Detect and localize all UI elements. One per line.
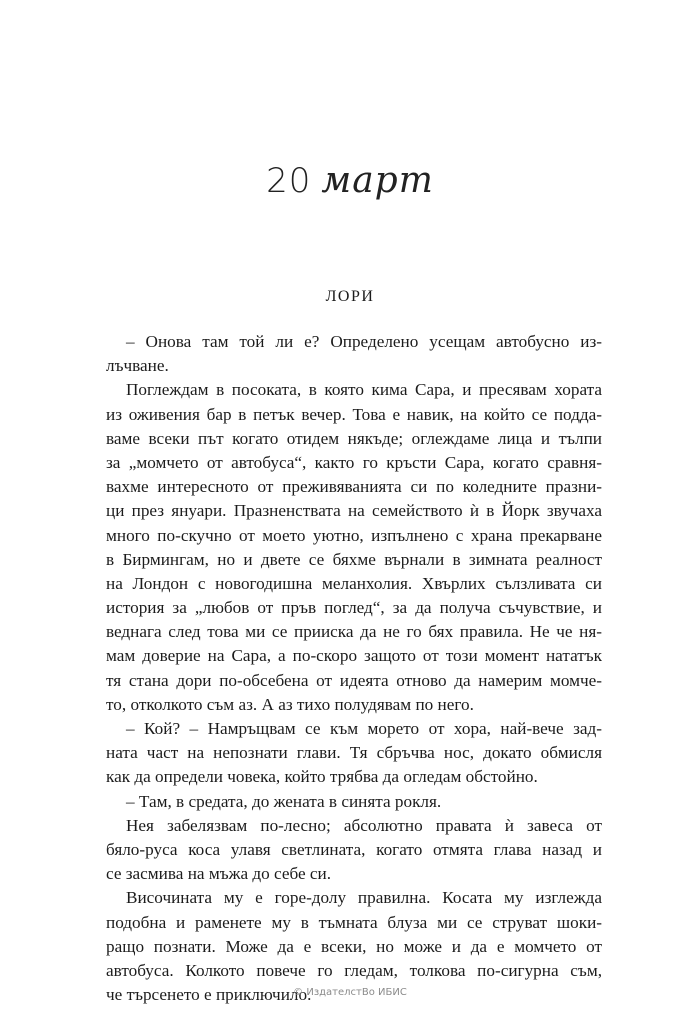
text-line: веднага след това ми се прииска да не го бях правила. Не че ня- [106,622,602,642]
text-line: – Онова там той ли е? Определено усещам автобусно из- [126,332,602,351]
text-line: ци през януари. Празненствата на семейството ѝ в Йорк звучаха [106,501,602,521]
text-line: на Лондон с новогодишна меланхолия. Хвърлих сълзливата си [106,573,602,593]
text-line: бяло-руса коса улавя светлината, когато отмята глава назад и [106,839,602,859]
publisher-footer: © ИздателстВо ИБИС [293,987,407,998]
narrator-heading: ЛОРИ [325,288,375,305]
text-line: ваме всеки път когато отидем някъде; оглеждаме лица и тълпи [106,428,602,448]
text-line: то, отколкото съм аз. А аз тихо полудявам по него. [106,694,474,714]
text-line: тя стана дори по-обсебена от идеята отново да намерим момче- [106,670,602,690]
chapter-date-number: 20 [266,161,312,201]
text-line: вахме интересното от преживяванията си по коледните празни- [106,477,602,497]
text-line: автобуса. Колкото повече го гледам, толкова по-сигурна съм, [106,960,602,980]
text-line: – Там, в средата, до жената в синята рокля. [126,791,442,811]
body-text [106,330,602,1007]
text-line: за „момчето от автобуса“, както го кръсти Сара, когато сравня- [106,452,602,472]
text-line: как да определи човека, който трябва да огледам обстойно. [106,767,538,787]
text-line: лъчване. [106,356,169,376]
text-line: Нея забелязвам по-лесно; абсолютно правата ѝ завеса от [126,815,602,835]
text-line: се засмива на мъжа до себе си. [106,864,332,884]
text-line: мам доверие на Сара, а по-скоро защото от този момент нататък [106,646,602,666]
chapter-date-month: март [321,160,434,201]
text-line: много по-скучно от моето уютно, изпълнено с храна прекарване [106,525,602,545]
text-line: Височината му е горе-долу правилна. Косата му изглежда [126,888,602,908]
text-line: – Кой? – Намръщвам се към морето от хора, най-вече зад- [126,719,602,738]
text-line: история за „любов от пръв поглед“, за да получа съчувствие, и [106,598,602,618]
text-line: в Бирмингам, но и двете се бяхме върнали в зимната реалност [106,549,602,569]
text-line: из оживения бар в петък вечер. Това е навик, на който се подда- [106,404,602,424]
text-line: Поглеждам в посоката, в която кима Сара, и пресявам хората [126,380,602,400]
text-line: че търсенето е приключило. [106,985,312,1005]
text-line: ращо познати. Може да е всеки, но може и да е момчето от [106,936,602,956]
text-line: ната част на непознати глави. Тя сбръчва нос, докато обмисля [106,743,602,763]
chapter-date [0,160,700,201]
text-line: подобна и раменете му в тъмната блуза ми се струват шоки- [106,912,602,932]
